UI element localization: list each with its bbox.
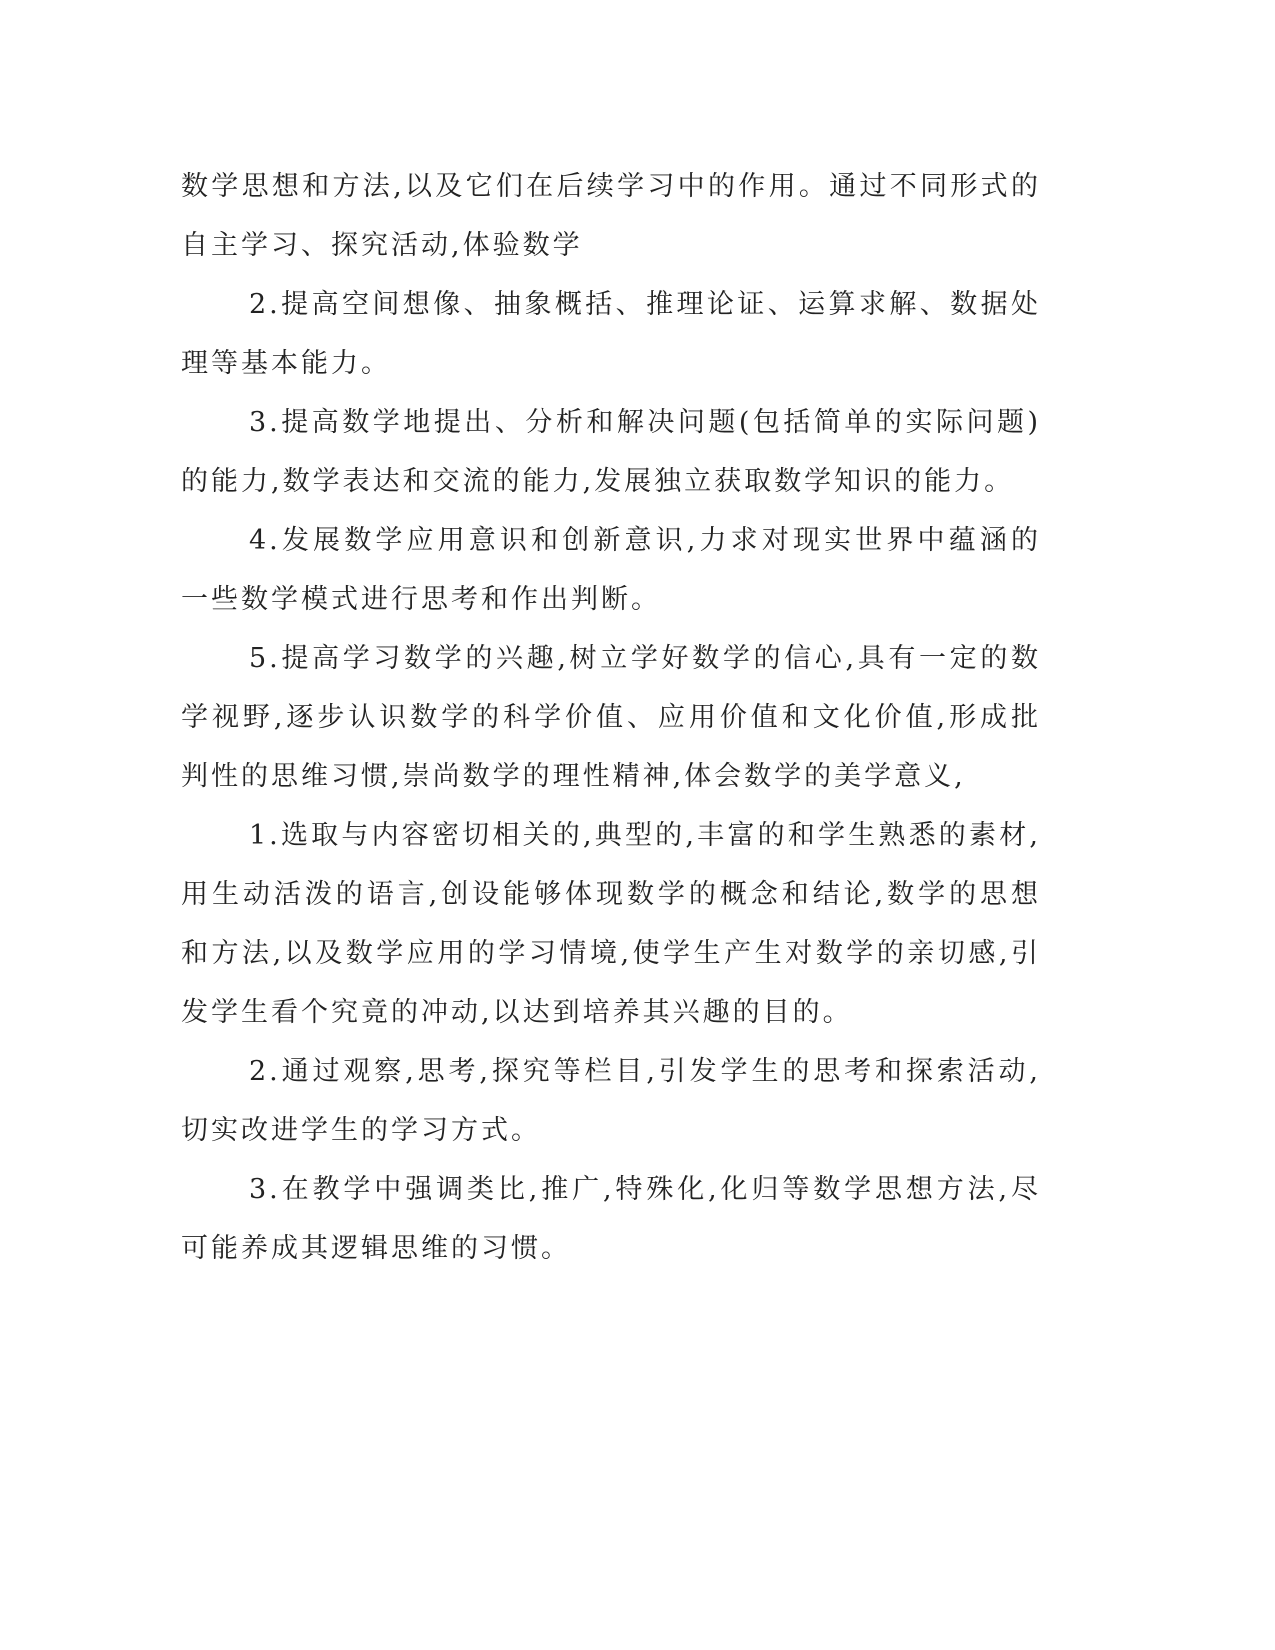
paragraph-objective-3: 3.提高数学地提出、分析和解决问题(包括简单的实际问题)的能力,数学表达和交流的能力,发展独立获取数学知识的能力。	[181, 407, 1041, 497]
document-body	[181, 157, 1041, 1278]
paragraph-method-1: 1.选取与内容密切相关的,典型的,丰富的和学生熟悉的素材,用生动活泼的语言,创设能够体现数学的概念和结论,数学的思想和方法,以及数学应用的学习情境,使学生产生对数学的亲切感,引发学生看个究竟的冲动,以达到培养其兴趣的目的。	[181, 820, 1041, 1028]
paragraph-objective-4: 4.发展数学应用意识和创新意识,力求对现实世界中蕴涵的一些数学模式进行思考和作出判断。	[181, 525, 1041, 615]
paragraph-objective-2: 2.提高空间想像、抽象概括、推理论证、运算求解、数据处理等基本能力。	[181, 289, 1041, 379]
paragraph-method-3: 3.在教学中强调类比,推广,特殊化,化归等数学思想方法,尽可能养成其逻辑思维的习惯。	[181, 1174, 1041, 1264]
paragraph-continuation: 数学思想和方法,以及它们在后续学习中的作用。通过不同形式的自主学习、探究活动,体验数学	[181, 171, 1041, 261]
paragraph-objective-5: 5.提高学习数学的兴趣,树立学好数学的信心,具有一定的数学视野,逐步认识数学的科学价值、应用价值和文化价值,形成批判性的思维习惯,崇尚数学的理性精神,体会数学的美学意义,	[181, 643, 1041, 792]
paragraph-method-2: 2.通过观察,思考,探究等栏目,引发学生的思考和探索活动,切实改进学生的学习方式。	[181, 1056, 1041, 1146]
